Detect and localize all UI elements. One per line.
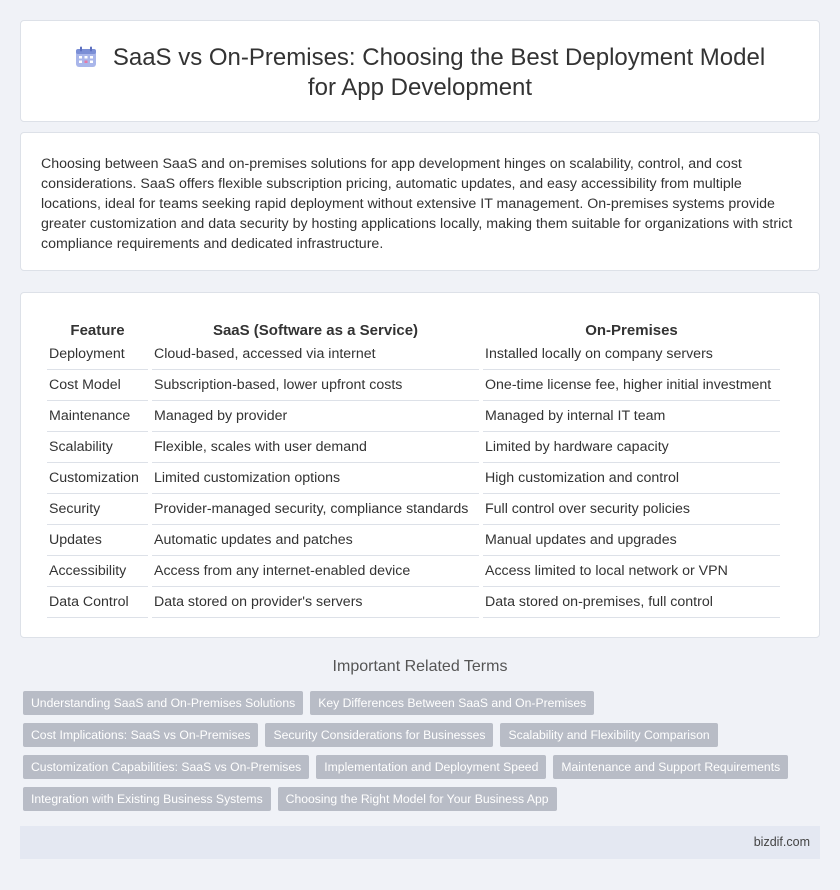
feature-cell: Maintenance: [47, 401, 148, 432]
calendar-icon: [75, 46, 97, 68]
saas-cell: Subscription-based, lower upfront costs: [152, 370, 479, 401]
on-premises-cell: Full control over security policies: [483, 494, 780, 525]
related-term-tag[interactable]: Security Considerations for Businesses: [265, 723, 493, 747]
related-terms-list: [23, 691, 823, 811]
saas-cell: Cloud-based, accessed via internet: [152, 339, 479, 370]
comparison-card: [20, 292, 820, 638]
table-row: [47, 432, 780, 463]
page-title: [61, 43, 779, 103]
related-term-tag[interactable]: Understanding SaaS and On-Premises Solutions: [23, 691, 303, 715]
header-saas: SaaS (Software as a Service): [212, 322, 419, 339]
on-premises-cell: Access limited to local network or VPN: [483, 556, 780, 587]
on-premises-cell: Data stored on-premises, full control: [483, 587, 780, 618]
saas-cell: Access from any internet-enabled device: [152, 556, 479, 587]
feature-cell: Updates: [47, 525, 148, 556]
table-row: [47, 587, 780, 618]
related-term-tag[interactable]: Maintenance and Support Requirements: [553, 755, 788, 779]
related-term-tag[interactable]: Scalability and Flexibility Comparison: [500, 723, 717, 747]
saas-cell: Provider-managed security, compliance standards: [152, 494, 479, 525]
table-row: [47, 401, 780, 432]
feature-cell: Security: [47, 494, 148, 525]
table-row: [47, 370, 780, 401]
related-term-tag[interactable]: Customization Capabilities: SaaS vs On-Premises: [23, 755, 309, 779]
table-row: [47, 463, 780, 494]
table-row: [47, 494, 780, 525]
header-feature: Feature: [70, 322, 125, 339]
table-row: [47, 525, 780, 556]
saas-cell: Managed by provider: [152, 401, 479, 432]
table-row: [47, 556, 780, 587]
saas-cell: Flexible, scales with user demand: [152, 432, 479, 463]
related-term-tag[interactable]: Implementation and Deployment Speed: [316, 755, 546, 779]
related-term-tag[interactable]: Integration with Existing Business Systems: [23, 787, 271, 811]
on-premises-cell: Limited by hardware capacity: [483, 432, 780, 463]
page-title-text: SaaS vs On-Premises: Choosing the Best Deployment Model for App Development: [112, 44, 766, 101]
on-premises-cell: High customization and control: [483, 463, 780, 494]
table-row: [47, 339, 780, 370]
on-premises-cell: Manual updates and upgrades: [483, 525, 780, 556]
saas-cell: Data stored on provider's servers: [152, 587, 479, 618]
feature-cell: Accessibility: [47, 556, 148, 587]
saas-cell: Limited customization options: [152, 463, 479, 494]
related-term-tag[interactable]: Choosing the Right Model for Your Business App: [278, 787, 557, 811]
intro-card: [20, 132, 820, 271]
site-name: bizdif.com: [753, 835, 810, 849]
title-card: [20, 20, 820, 122]
related-terms-title: Important Related Terms: [332, 658, 508, 675]
feature-cell: Data Control: [47, 587, 148, 618]
saas-cell: Automatic updates and patches: [152, 525, 479, 556]
related-term-tag[interactable]: Key Differences Between SaaS and On-Premises: [310, 691, 594, 715]
feature-cell: Scalability: [47, 432, 148, 463]
feature-cell: Cost Model: [47, 370, 148, 401]
on-premises-cell: Installed locally on company servers: [483, 339, 780, 370]
related-term-tag[interactable]: Cost Implications: SaaS vs On-Premises: [23, 723, 258, 747]
comparison-table: [43, 314, 784, 618]
footer-bar: [20, 826, 820, 859]
on-premises-cell: Managed by internal IT team: [483, 401, 780, 432]
intro-paragraph: Choosing between SaaS and on-premises solutions for app development hinges on scalability, control, and cost considerations. SaaS offers flexible subscription pricing, automatic updates, and easy accessibility from multiple locations, ideal for teams seeking rapid deployment without extensive IT management. On-premises systems provide greater customization and data security by hosting applications locally, making them suitable for organizations with strict compliance requirements and dedicated infrastructure.: [41, 156, 793, 252]
table-header-row: [47, 314, 780, 339]
header-on-premises: On-Premises: [585, 322, 678, 339]
feature-cell: Customization: [47, 463, 148, 494]
on-premises-cell: One-time license fee, higher initial investment: [483, 370, 780, 401]
feature-cell: Deployment: [47, 339, 148, 370]
